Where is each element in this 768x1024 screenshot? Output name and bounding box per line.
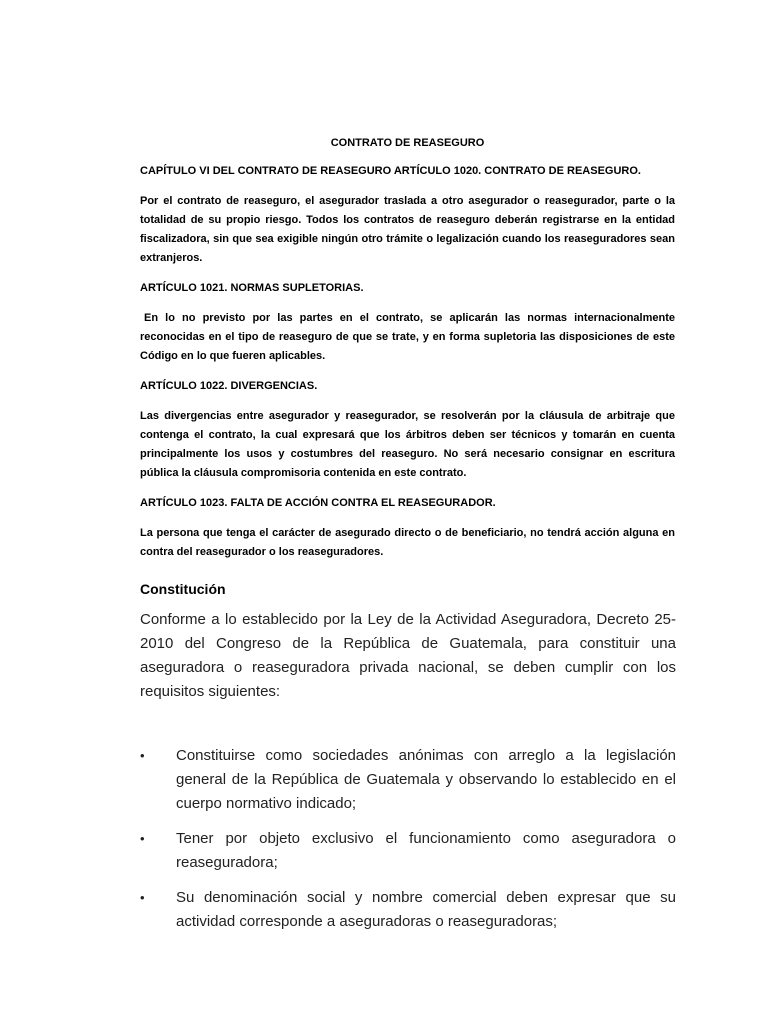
section-heading: Constitución	[140, 581, 226, 597]
list-item-text: Su denominación social y nombre comercial deben expresar que su actividad corresponde a aseguradoras o reaseguradoras;	[176, 889, 676, 930]
article-1021-heading: ARTÍCULO 1021. NORMAS SUPLETORIAS.	[140, 282, 364, 294]
article-1022-heading: ARTÍCULO 1022. DIVERGENCIAS.	[140, 380, 318, 392]
list-item-text: Tener por objeto exclusivo el funcionamiento como aseguradora o reaseguradora;	[176, 830, 676, 871]
article-1022-paragraph: Las divergencias entre asegurador y reasegurador, se resolverán por la cláusula de arbitraje que contenga el contrato, la cual expresará que los árbitros deben ser técnicos y tomarán en cuenta principalmente los usos y costumbres del reaseguro. No será necesario consignar en escritura pública la cláusula compromisoria contenida en este contrato.	[140, 410, 675, 479]
reinsurance-contract-section	[140, 134, 675, 573]
list-item-text: Constituirse como sociedades anónimas con arreglo a la legislación general de la República de Guatemala y observando lo establecido en el cuerpo normativo indicado;	[176, 747, 676, 812]
bullet-icon: •	[140, 748, 145, 763]
intro-paragraph: Conforme a lo establecido por la Ley de la Actividad Aseguradora, Decreto 25-2010 del Congreso de la República de Guatemala, para constituir una aseguradora o reaseguradora privada nacional, se deben cumplir con los requisitos siguientes:	[140, 611, 676, 700]
document-title: CONTRATO DE REASEGURO	[330, 137, 485, 149]
article-1023-heading: ARTÍCULO 1023. FALTA DE ACCIÓN CONTRA EL REASEGURADOR.	[140, 497, 496, 509]
article-1023-paragraph: La persona que tenga el carácter de asegurado directo o de beneficiario, no tendrá acción alguna en contra del reasegurador o los reaseguradores.	[140, 527, 675, 558]
bullet-icon: •	[140, 831, 145, 846]
bullet-icon: •	[140, 890, 145, 905]
list-item	[140, 827, 676, 875]
article-1021-paragraph: En lo no previsto por las partes en el contrato, se aplicarán las normas internacionalmente reconocidas en el tipo de reaseguro de que se trate, y en forma supletoria las disposiciones de este Código en lo que fueren aplicables.	[140, 312, 675, 362]
list-item	[140, 744, 676, 816]
chapter-paragraph: Por el contrato de reaseguro, el asegurador traslada a otro asegurador o reasegurador, parte o la totalidad de su propio riesgo. Todos los contratos de reaseguro deberán registrarse en la entidad fiscalizadora, sin que sea exigible ningún otro trámite o legalización cuando los reaseguradores sean extranjeros.	[140, 195, 675, 264]
requirements-list	[140, 744, 676, 934]
constitucion-section	[140, 578, 676, 945]
list-item	[140, 886, 676, 934]
chapter-heading: CAPÍTULO VI DEL CONTRATO DE REASEGURO ARTÍCULO 1020. CONTRATO DE REASEGURO.	[140, 165, 641, 177]
